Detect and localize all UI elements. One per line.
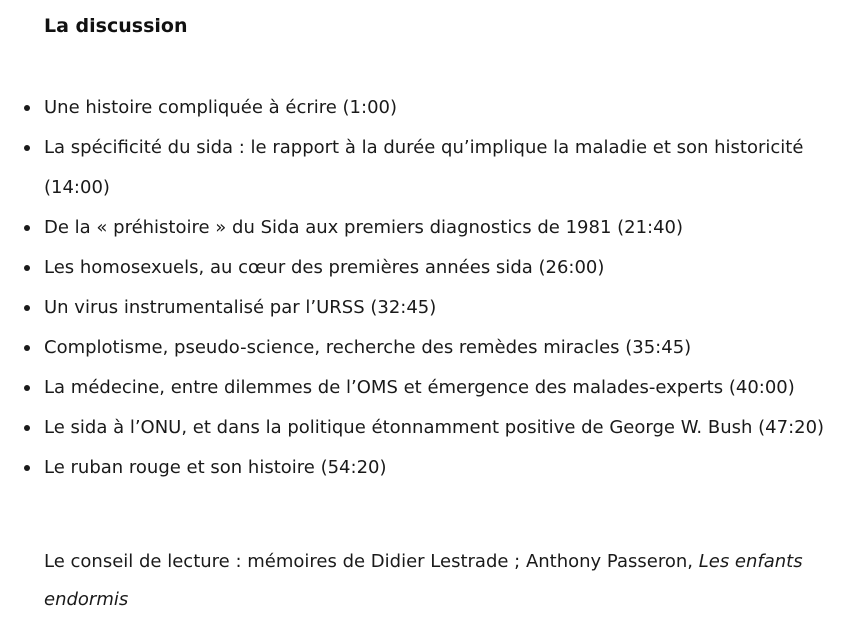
chapter-item: Les homosexuels, au cœur des premières années sida (26:00)	[44, 248, 854, 288]
chapter-item: Le sida à l’ONU, et dans la politique étonnamment positive de George W. Bush (47:20)	[44, 408, 854, 448]
chapter-item: Une histoire compliquée à écrire (1:00)	[44, 88, 854, 128]
chapter-item: Un virus instrumentalisé par l’URSS (32:45)	[44, 288, 854, 328]
chapter-item: La médecine, entre dilemmes de l’OMS et émergence des malades-experts (40:00)	[44, 368, 854, 408]
chapter-item: Complotisme, pseudo-science, recherche des remèdes miracles (35:45)	[44, 328, 854, 368]
chapter-item: De la « préhistoire » du Sida aux premiers diagnostics de 1981 (21:40)	[44, 208, 854, 248]
chapter-item: Le ruban rouge et son histoire (54:20)	[44, 448, 854, 488]
discussion-heading: La discussion	[44, 15, 188, 37]
reading-recommendation	[44, 543, 844, 619]
chapter-list	[44, 88, 854, 488]
book-title: Les enfants endormis	[44, 551, 803, 610]
reading-recommendation-text: Le conseil de lecture : mémoires de Didier Lestrade ; Anthony Passeron,	[44, 551, 699, 572]
chapter-item: La spécificité du sida : le rapport à la durée qu’implique la maladie et son historicité (14:00)	[44, 128, 854, 208]
